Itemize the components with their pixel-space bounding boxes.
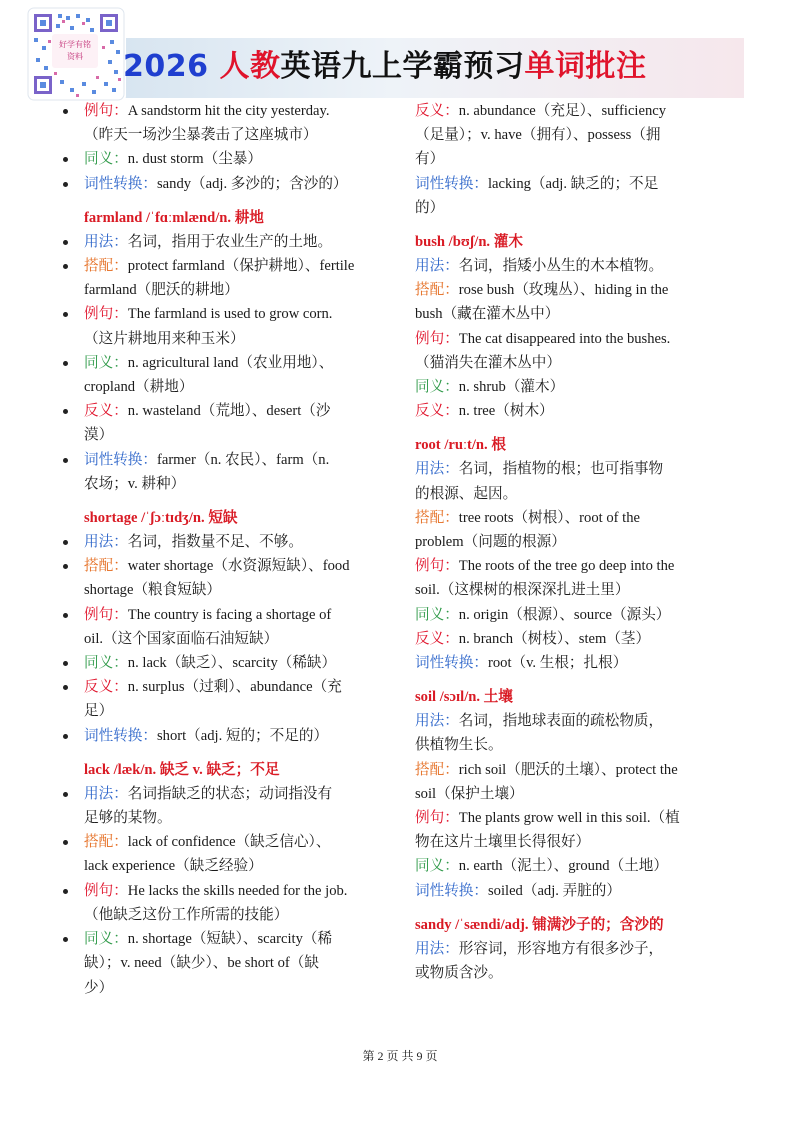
conversion-text: soiled（adj. 弄脏的） xyxy=(487,882,621,899)
list-item xyxy=(415,879,700,903)
antonym-label: 反义： xyxy=(415,103,459,119)
list-item xyxy=(415,99,700,123)
example-text-cont: （猫消失在灌木丛中） xyxy=(415,354,561,371)
usage-label: 用法： xyxy=(84,785,128,802)
example-text-cont: （昨天一场沙尘暴袭击了这座城市） xyxy=(84,127,318,144)
antonym-text: n. surplus（过剩）、abundance（充 xyxy=(127,679,342,696)
conversion-label: 词性转换： xyxy=(84,727,157,744)
list-item xyxy=(415,327,700,351)
collocation-text-cont: lack experience（缺乏经验） xyxy=(84,858,263,875)
entry-shortage xyxy=(84,506,394,748)
usage-text: 形容词，形容地方有很多沙子， xyxy=(458,940,664,957)
example-text-cont: soil.（这棵树的根深深扎进土里） xyxy=(415,582,630,599)
title-end: 单词批注 xyxy=(524,49,647,84)
antonym-text: n. branch（树枝）、stem（茎） xyxy=(458,630,651,647)
list-item xyxy=(415,554,700,578)
list-item xyxy=(415,806,700,830)
title-middle: 英语九上学霸预习 xyxy=(280,49,525,84)
list-item xyxy=(84,782,394,806)
collocation-text-cont: shortage（粮食短缺） xyxy=(84,582,222,599)
list-item xyxy=(84,879,394,903)
synonym-text: n. shrub（灌木） xyxy=(458,379,565,396)
list-item xyxy=(415,399,700,423)
collocation-text: lack of confidence（缺乏信心）、 xyxy=(127,834,331,851)
qr-code-logo xyxy=(26,6,126,102)
example-text-cont: （他缺乏这份工作所需的技能） xyxy=(84,906,289,923)
list-item xyxy=(84,603,394,627)
qr-center-logo xyxy=(52,34,98,68)
list-item xyxy=(415,278,700,302)
antonym-text-cont: 漠） xyxy=(84,427,114,444)
collocation-label: 搭配： xyxy=(415,282,459,299)
antonym-label: 反义： xyxy=(415,403,459,420)
right-column xyxy=(415,99,700,985)
collocation-text: protect farmland（保护耕地）、fertile xyxy=(127,258,355,275)
list-item xyxy=(415,627,700,651)
collocation-text-cont: farmland（肥沃的耕地） xyxy=(84,282,239,299)
antonym-text-cont: （足量）；v. have（拥有）、possess（拥 xyxy=(415,127,661,144)
collocation-text-cont: soil（保护土壤） xyxy=(415,785,524,802)
word-heading: sandy /ˈsændi/adj. 铺满沙子的；含沙的 xyxy=(415,916,664,933)
page-number: 第 2 页 共 9 页 xyxy=(362,1049,438,1063)
logo-text-1: 好学有铭 xyxy=(59,40,91,49)
entry-root xyxy=(415,433,700,675)
list-item xyxy=(84,448,394,472)
usage-label: 用法： xyxy=(415,940,459,957)
list-item xyxy=(415,709,700,733)
collocation-text: water shortage（水资源短缺）、food xyxy=(127,558,350,575)
synonym-label: 同义： xyxy=(415,379,459,396)
synonym-text: n. agricultural land（农业用地）、 xyxy=(127,354,334,371)
example-label: 例句： xyxy=(415,810,459,827)
antonym-text: n. wasteland（荒地）、desert（沙 xyxy=(127,403,331,420)
synonym-text-cont: 缺）；v. need（缺少）、be short of（缺 xyxy=(84,955,319,972)
conversion-text-cont: 农场；v. 耕种） xyxy=(84,475,186,492)
synonym-label: 同义： xyxy=(415,606,459,623)
conversion-text: short（adj. 短的；不足的） xyxy=(156,727,329,744)
usage-text-cont: 供植物生长。 xyxy=(415,737,503,754)
word-heading: shortage /ˈʃɔːtɪdʒ/n. 短缺 xyxy=(84,510,238,527)
synonym-text: n. lack（缺乏）、scarcity（稀缺） xyxy=(127,655,337,672)
example-text-cont: （这片耕地用来种玉米） xyxy=(84,330,245,347)
conversion-label: 词性转换： xyxy=(415,175,488,192)
usage-text: 名词，指用于农业生产的土地。 xyxy=(127,233,333,250)
list-item xyxy=(415,854,700,878)
antonym-text-cont: 足） xyxy=(84,703,114,720)
list-item xyxy=(84,172,394,196)
title-year: 2026 xyxy=(123,49,209,84)
synonym-label: 同义： xyxy=(84,655,128,672)
collocation-label: 搭配： xyxy=(84,558,128,575)
usage-text-cont: 或物质含沙。 xyxy=(415,965,503,982)
example-text: The country is facing a shortage of xyxy=(127,606,332,623)
word-heading: farmland /ˈfɑːmlænd/n. 耕地 xyxy=(84,209,264,226)
example-text: The plants grow well in this soil.（植 xyxy=(458,810,680,827)
example-text: The roots of the tree go deep into the xyxy=(458,558,675,575)
collocation-label: 搭配： xyxy=(415,509,459,526)
usage-text: 名词，指矮小丛生的木本植物。 xyxy=(458,258,664,275)
list-item xyxy=(84,99,394,123)
synonym-text: n. origin（根源）、source（源头） xyxy=(458,606,671,623)
list-item xyxy=(415,651,700,675)
conversion-label: 词性转换： xyxy=(84,175,157,192)
title-press: 人教 xyxy=(219,49,281,84)
synonym-text-cont: 少） xyxy=(84,979,114,996)
list-item xyxy=(415,172,700,196)
list-item xyxy=(84,830,394,854)
example-label: 例句： xyxy=(84,306,128,323)
usage-label: 用法： xyxy=(84,534,128,551)
synonym-label: 同义： xyxy=(84,354,128,371)
usage-text-cont: 足够的某物。 xyxy=(84,810,172,827)
antonym-label: 反义： xyxy=(84,403,128,420)
entry-farmland xyxy=(84,206,394,496)
list-item xyxy=(415,506,700,530)
list-item xyxy=(84,351,394,375)
example-label: 例句： xyxy=(84,606,128,623)
entry-soil xyxy=(415,685,700,903)
usage-text: 名词，指地球表面的疏松物质， xyxy=(458,713,664,730)
list-item xyxy=(84,254,394,278)
page-title xyxy=(123,49,646,85)
list-item xyxy=(415,937,700,961)
conversion-text: lacking（adj. 缺乏的；不足 xyxy=(487,175,659,192)
example-text: The cat disappeared into the bushes. xyxy=(458,330,671,347)
list-item xyxy=(84,675,394,699)
entry-sandstorm-tail xyxy=(84,99,394,196)
entry-bush xyxy=(415,230,700,423)
usage-label: 用法： xyxy=(415,461,459,478)
entry-lack xyxy=(84,758,394,1000)
example-label: 例句： xyxy=(84,103,128,119)
logo-text-2: 资料 xyxy=(67,52,83,61)
antonym-text-cont: 有） xyxy=(415,151,445,168)
usage-text: 名词，指植物的根；也可指事物 xyxy=(458,461,664,478)
collocation-label: 搭配： xyxy=(84,258,128,275)
synonym-label: 同义： xyxy=(84,931,128,948)
word-heading: root /ruːt/n. 根 xyxy=(415,437,506,454)
collocation-text: tree roots（树根）、root of the xyxy=(458,509,640,526)
antonym-text: n. tree（树木） xyxy=(458,403,554,420)
list-item xyxy=(84,399,394,423)
usage-label: 用法： xyxy=(415,713,459,730)
synonym-text: n. dust storm（尘暴） xyxy=(127,151,262,168)
list-item xyxy=(415,254,700,278)
conversion-label: 词性转换： xyxy=(415,882,488,899)
list-item xyxy=(415,603,700,627)
example-text: He lacks the skills needed for the job. xyxy=(127,882,348,899)
conversion-text: farmer（n. 农民）、farm（n. xyxy=(156,451,330,468)
synonym-label: 同义： xyxy=(415,858,459,875)
conversion-text: sandy（adj. 多沙的；含沙的） xyxy=(156,175,348,192)
list-item xyxy=(84,927,394,951)
synonym-label: 同义： xyxy=(84,151,128,168)
example-label: 例句： xyxy=(415,558,459,575)
entry-sandy xyxy=(415,913,700,985)
conversion-label: 词性转换： xyxy=(415,655,488,672)
list-item xyxy=(84,651,394,675)
antonym-label: 反义： xyxy=(84,679,128,696)
usage-text-cont: 的根源、起因。 xyxy=(415,485,518,502)
list-item xyxy=(84,147,394,171)
list-item xyxy=(415,375,700,399)
usage-label: 用法： xyxy=(84,233,128,250)
example-text-cont: oil.（这个国家面临石油短缺） xyxy=(84,630,279,647)
word-heading: bush /bʊʃ/n. 灌木 xyxy=(415,234,523,251)
synonym-text: n. earth（泥土）、ground（土地） xyxy=(458,858,668,875)
collocation-label: 搭配： xyxy=(415,761,459,778)
list-item xyxy=(415,758,700,782)
conversion-text-cont: 的） xyxy=(415,199,445,216)
left-column xyxy=(84,99,394,1000)
synonym-text-cont: cropland（耕地） xyxy=(84,379,194,396)
usage-text: 名词，指数量不足、不够。 xyxy=(127,534,303,551)
example-label: 例句： xyxy=(415,330,459,347)
word-heading: lack /læk/n. 缺乏 v. 缺乏；不足 xyxy=(84,761,280,778)
example-text: The farmland is used to grow corn. xyxy=(127,306,333,323)
antonym-text: n. abundance（充足）、sufficiency xyxy=(458,103,667,119)
word-heading: soil /sɔɪl/n. 土壤 xyxy=(415,689,513,706)
example-label: 例句： xyxy=(84,882,128,899)
list-item xyxy=(84,530,394,554)
list-item xyxy=(415,457,700,481)
example-text-cont: 物在这片土壤里长得很好） xyxy=(415,834,591,851)
list-item xyxy=(84,230,394,254)
synonym-text: n. shortage（短缺）、scarcity（稀 xyxy=(127,931,333,948)
collocation-text: rich soil（肥沃的土壤）、protect the xyxy=(458,761,678,778)
collocation-text: rose bush（玫瑰丛）、hiding in the xyxy=(458,282,669,299)
collocation-text-cont: bush（藏在灌木丛中） xyxy=(415,306,560,323)
list-item xyxy=(84,302,394,326)
list-item xyxy=(84,724,394,748)
collocation-text-cont: problem（问题的根源） xyxy=(415,534,566,551)
entry-lack-tail xyxy=(415,99,700,220)
conversion-text: root（v. 生根；扎根） xyxy=(487,655,628,672)
antonym-label: 反义： xyxy=(415,630,459,647)
collocation-label: 搭配： xyxy=(84,834,128,851)
conversion-label: 词性转换： xyxy=(84,451,157,468)
usage-text: 名词指缺乏的状态；动词指没有 xyxy=(127,785,333,802)
example-text: A sandstorm hit the city yesterday. xyxy=(127,103,330,119)
list-item xyxy=(84,554,394,578)
usage-label: 用法： xyxy=(415,258,459,275)
